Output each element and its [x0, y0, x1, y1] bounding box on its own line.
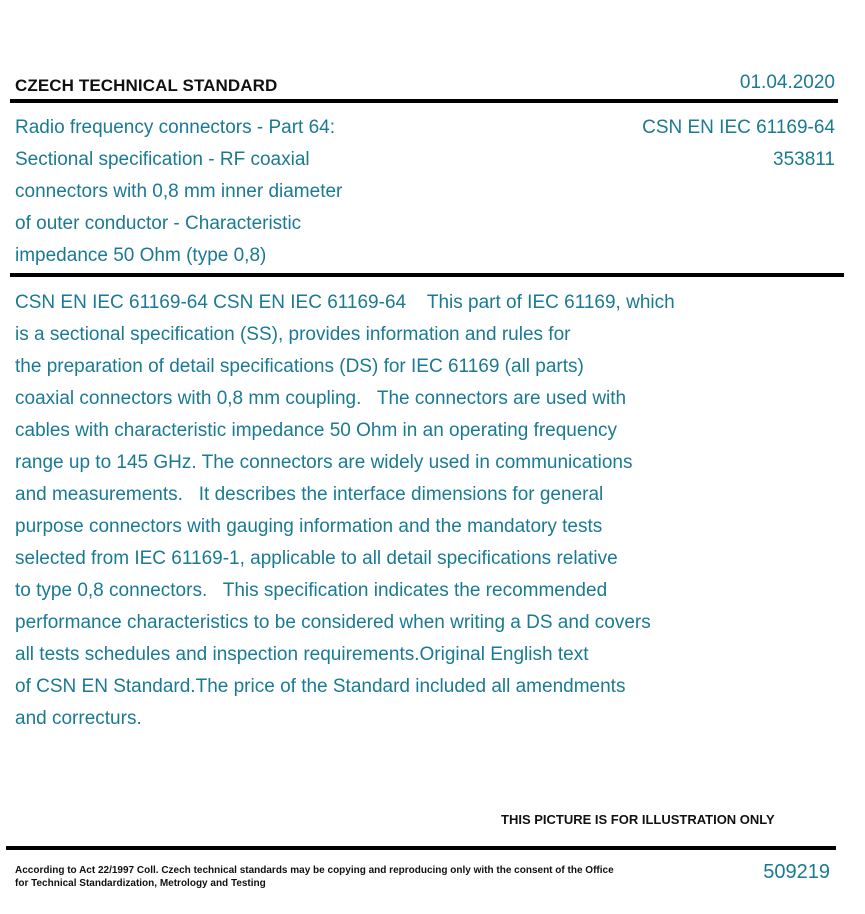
- standard-code: CSN EN IEC 61169-64: [642, 117, 835, 138]
- legal-notice: [15, 864, 614, 890]
- abstract-line: the preparation of detail specifications (DS) for IEC 61169 (all parts): [15, 356, 584, 377]
- legal-notice-line: for Technical Standardization, Metrology and Testing: [15, 878, 266, 889]
- header-divider: [10, 99, 838, 103]
- standard-title-line: Sectional specification - RF coaxial: [15, 149, 310, 170]
- abstract-line: coaxial connectors with 0,8 mm coupling. The connectors are used with: [15, 388, 627, 409]
- abstract-line: performance characteristics to be considered when writing a DS and covers: [15, 612, 651, 633]
- abstract-line: cables with characteristic impedance 50 Ohm in an operating frequency: [15, 420, 617, 441]
- abstract-text: [15, 287, 835, 735]
- document-type-heading: CZECH TECHNICAL STANDARD: [15, 76, 278, 95]
- abstract-line: all tests schedules and inspection requirements.Original English text: [15, 644, 589, 665]
- standard-title-line: of outer conductor - Characteristic: [15, 213, 302, 234]
- title-divider: [10, 273, 844, 277]
- standard-title: [15, 112, 415, 272]
- footer-divider: [6, 846, 836, 850]
- abstract-line: and correcturs.: [15, 708, 142, 729]
- catalog-number: 353811: [773, 149, 835, 170]
- standard-identifiers: [642, 112, 835, 176]
- standard-title-line: connectors with 0,8 mm inner diameter: [15, 181, 343, 202]
- standard-title-line: impedance 50 Ohm (type 0,8): [15, 245, 267, 266]
- document-number: 509219: [763, 861, 830, 883]
- abstract-line: range up to 145 GHz. The connectors are widely used in communications: [15, 452, 633, 473]
- abstract-line: CSN EN IEC 61169-64 CSN EN IEC 61169-64 This part of IEC 61169, which: [15, 292, 675, 313]
- publication-date: 01.04.2020: [739, 72, 835, 93]
- abstract-line: selected from IEC 61169-1, applicable to all detail specifications relative: [15, 548, 618, 569]
- abstract-line: and measurements. It describes the interface dimensions for general: [15, 484, 604, 505]
- abstract-line: purpose connectors with gauging information and the mandatory tests: [15, 516, 603, 537]
- abstract-line: of CSN EN Standard.The price of the Standard included all amendments: [15, 676, 626, 697]
- illustration-disclaimer: THIS PICTURE IS FOR ILLUSTRATION ONLY: [501, 812, 775, 827]
- abstract-line: is a sectional specification (SS), provides information and rules for: [15, 324, 571, 345]
- legal-notice-line: According to Act 22/1997 Coll. Czech technical standards may be copying and reproducing only with the consent of the Office: [15, 865, 614, 876]
- abstract-line: to type 0,8 connectors. This specification indicates the recommended: [15, 580, 608, 601]
- standard-title-line: Radio frequency connectors - Part 64:: [15, 117, 336, 138]
